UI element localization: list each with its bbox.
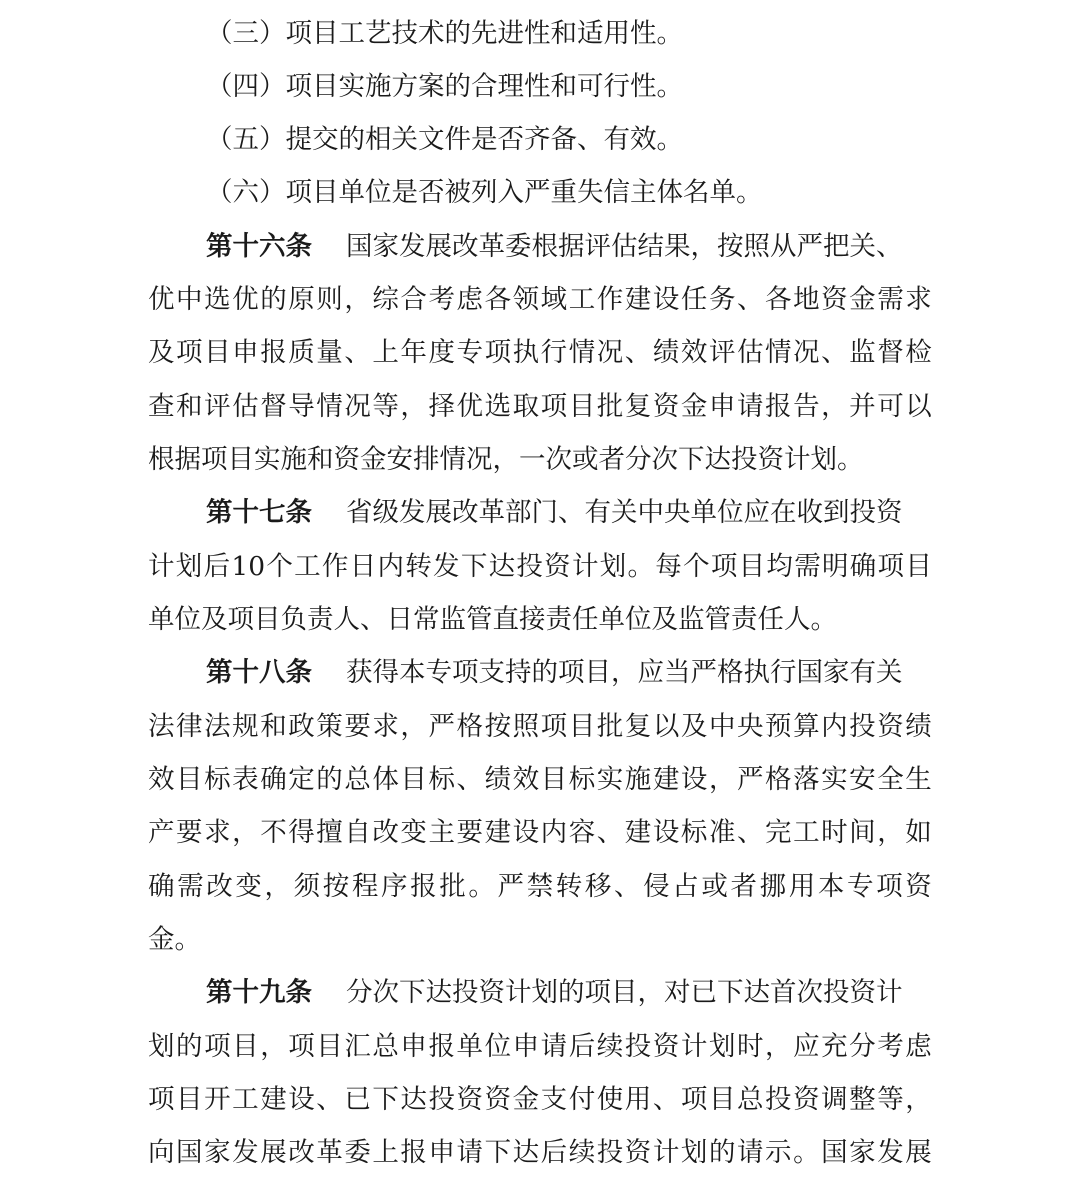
article-17-heading: 第十七条 — [206, 497, 312, 528]
article-18-line: 确 需 改 变 ， 须 按 程 序 报 批 。 严 禁 转 移 、 侵 占 或 者 挪 用 本 专 项 资 — [148, 871, 932, 902]
article-19-heading: 第十九条 — [206, 977, 312, 1008]
article-16-heading: 第十六条 — [206, 231, 312, 262]
article-18-text: 获得本专项支持的项目，应当严格执行国家有关 — [346, 657, 903, 688]
article-18-line: 效 目 标 表 确 定 的 总 体 目 标 、 绩 效 目 标 实 施 建 设 ， 严 格 落 实 安 全 生 — [148, 764, 932, 795]
article-16-line: 根据项目实施和资金安排情况，一次或者分次下达投资计划。 — [148, 444, 864, 475]
article-19-line: 划 的 项 目 ， 项 目 汇 总 申 报 单 位 申 请 后 续 投 资 计 划 时 ， 应 充 分 考 虑 — [148, 1031, 932, 1062]
article-16-text: 国家发展改革委根据评估结果，按照从严把关、 — [346, 231, 903, 262]
article-19-line: 向 国 家 发 展 改 革 委 上 报 申 请 下 达 后 续 投 资 计 划 的 请 示 。 国 家 发 展 — [148, 1137, 932, 1168]
article-17-text: 省级发展改革部门、有关中央单位应在收到投资 — [346, 497, 903, 528]
article-18-line: 产 要 求 ， 不 得 擅 自 改 变 主 要 建 设 内 容 、 建 设 标 准 、 完 工 时 间 ， 如 — [148, 817, 932, 848]
review-item-3: （三）项目工艺技术的先进性和适用性。 — [206, 18, 683, 49]
article-17-line: 计 划 后 10 个 工 作 日 内 转 发 下 达 投 资 计 划 。 每 个 项 目 均 需 明 确 项 目 — [148, 551, 932, 582]
article-18-line: 金。 — [148, 924, 201, 955]
article-17-line: 单位及项目负责人、日常监管直接责任单位及监管责任人。 — [148, 604, 837, 635]
article-19-line: 项 目 开 工 建 设 、 已 下 达 投 资 资 金 支 付 使 用 、 项 目 总 投 资 调 整 等 ， — [148, 1084, 932, 1115]
article-18-heading: 第十八条 — [206, 657, 312, 688]
article-19-first-line — [206, 966, 903, 1020]
article-16-first-line — [206, 220, 903, 274]
review-item-4: （四）项目实施方案的合理性和可行性。 — [206, 71, 683, 102]
article-18-line: 法 律 法 规 和 政 策 要 求 ， 严 格 按 照 项 目 批 复 以 及 中 央 预 算 内 投 资 绩 — [148, 711, 932, 742]
article-16-line: 查 和 评 估 督 导 情 况 等 ， 择 优 选 取 项 目 批 复 资 金 申 请 报 告 ， 并 可 以 — [148, 391, 932, 422]
article-18-first-line — [206, 646, 903, 700]
article-16-line: 优 中 选 优 的 原 则 ， 综 合 考 虑 各 领 域 工 作 建 设 任 务 、 各 地 资 金 需 求 — [148, 284, 932, 315]
article-17-first-line — [206, 486, 903, 540]
review-item-6: （六）项目单位是否被列入严重失信主体名单。 — [206, 177, 763, 208]
article-19-text: 分次下达投资计划的项目，对已下达首次投资计 — [346, 977, 903, 1008]
article-16-line: 及 项 目 申 报 质 量 、 上 年 度 专 项 执 行 情 况 、 绩 效 评 估 情 况 、 监 督 检 — [148, 337, 932, 368]
review-item-5: （五）提交的相关文件是否齐备、有效。 — [206, 124, 683, 155]
